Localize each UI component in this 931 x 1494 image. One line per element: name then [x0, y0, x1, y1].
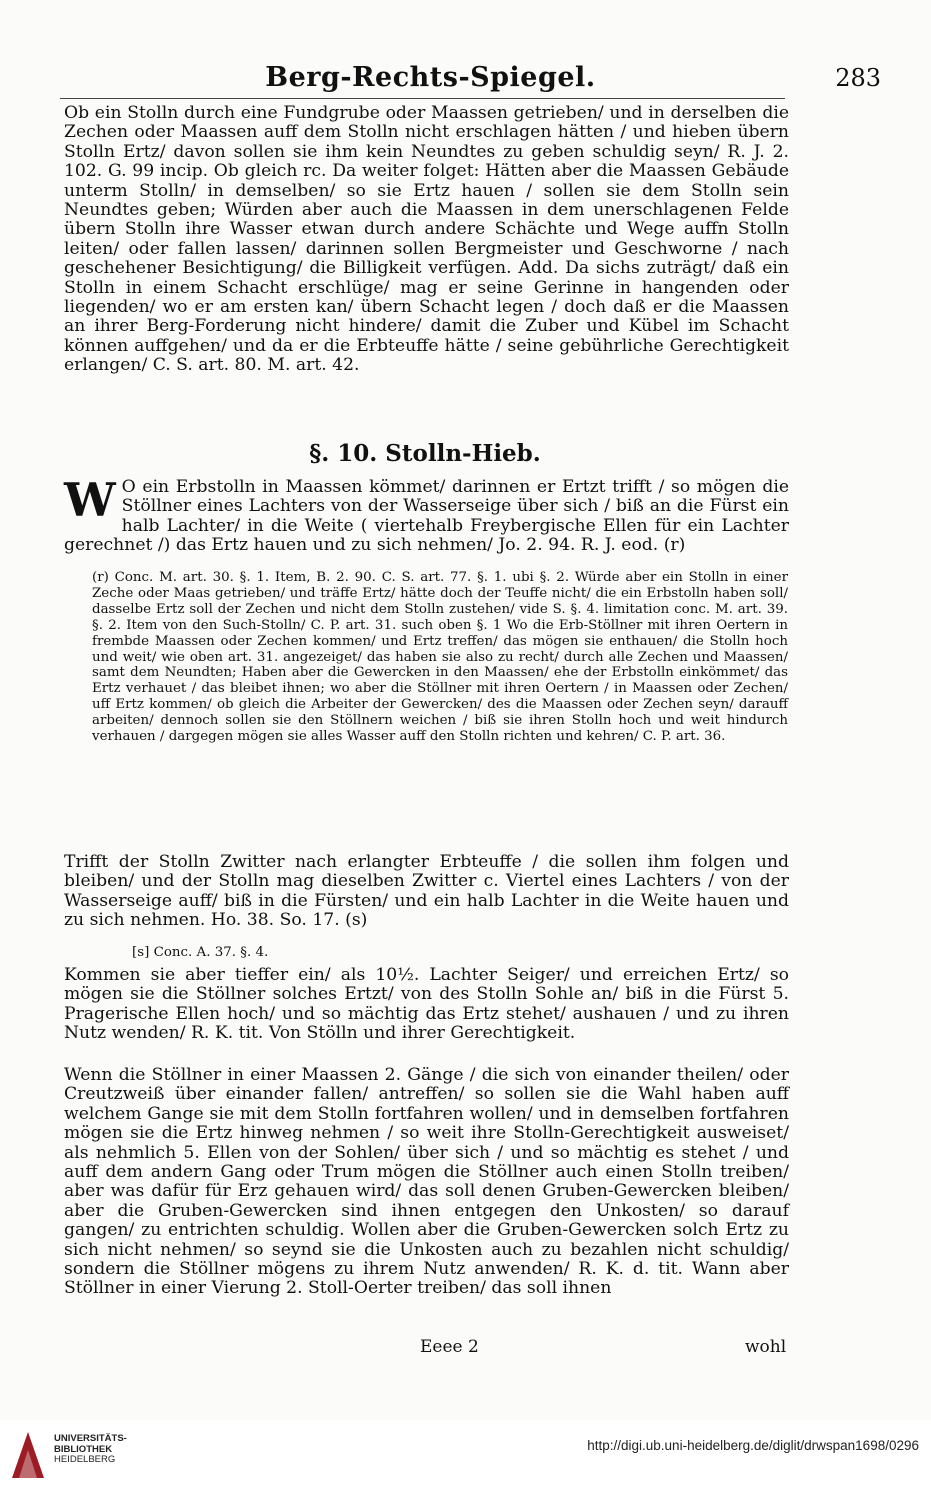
paragraph-1: Ob ein Stolln durch eine Fundgrube oder Maassen getrieben/ und in derselben die Zechen oder Maassen auff dem Stolln nicht erschlagen hätten / und hieben übern Stolln Ertz/ davon sollen sie ihm kein Neundtes zu geben schuldig seyn/ R. J. 2. 102. G. 99 incip. Ob gleich rc. Da weiter folget: Hätten aber die Maassen Gebäude unterm Stolln/ in demselben/ so sie Ertz hauen / sollen sie dem Stolln sein Neundtes geben; Würden aber auch die Maassen in dem unerschlagenen Felde übern Stolln ihre Wasser etwan durch andere Schächte und Wege auffn Stolln leiten/ oder fallen lassen/ darinnen sollen Bergmeister und Geschworne / nach geschehener Besichtigung/ die Billigkeit verfügen. Add. Da sichs zuträgt/ daß ein Stolln in einem Schacht erschlüge/ mag er seine Gerinne in hangenden oder liegenden/ wo er am ersten kan/ übern Schacht legen / doch daß er die Maassen an ihrer Berg-Forderung nicht hindere/ damit die Zuber und Kübel im Schacht können auffgehen/ und da er die Erbteuffe hätte / seine gebührliche Gerechtigkeit erlangen/ C. S. art. 80. M. art. 42.	[64, 103, 789, 376]
drop-cap: W	[64, 473, 116, 527]
library-line-2: BIBLIOTHEK	[54, 1443, 113, 1455]
source-url[interactable]: http://digi.ub.uni-heidelberg.de/diglit/drwspan1698/0296	[587, 1438, 919, 1453]
paragraph-2-text: O ein Erbstolln in Maassen kömmet/ darinnen er Ertzt trifft / so mögen die Stöllner eines Lachters von der Wasserseige über sich / biß an die Fürst ein halb Lachter/ in die Weite ( viertehalb Freybergische Ellen für ein Lachter gerechnet /) das Ertz hauen und zu sich nehmen/ Jo. 2. 94. R. J. eod. (r)	[64, 477, 789, 556]
footnote-s: [s] Conc. A. 37. §. 4.	[132, 945, 269, 960]
library-line-3: HEIDELBERG	[54, 1454, 116, 1465]
header-rule	[60, 98, 785, 99]
signature-mark: Eeee 2	[420, 1337, 479, 1357]
section-heading: §. 10. Stolln-Hieb.	[309, 440, 541, 467]
library-line-1: UNIVERSITÄTS-	[54, 1433, 127, 1444]
paragraph-6-text: Wann aber Stöllner in einer Vierung 2. Stoll-Oerter treiben/ das soll ihnen	[64, 1259, 789, 1299]
running-title: Berg-Rechts-Spiegel.	[265, 62, 596, 93]
library-name	[54, 1434, 127, 1466]
page-number: 283	[835, 64, 881, 92]
paragraph-5	[64, 1066, 789, 1299]
paragraph-4: Kommen sie aber tieffer ein/ als 10½. Lachter Seiger/ und erreichen Ertz/ so mögen sie die Stöllner solches Ertzt/ von des Stolln Sohle an/ biß in die Fürst 5. Pragerische Ellen hoch/ und so mächtig das Ertz stehet/ aushauen / und zu ihren Nutz wenden/ R. K. tit. Von Stölln und ihrer Gerechtigkeit.	[64, 965, 789, 1044]
paragraph-2	[64, 473, 789, 556]
paragraph-5-text: Wenn die Stöllner in einer Maassen 2. Gänge / die sich von einander theilen/ oder Creutzweiß über einander fallen/ antreffen/ so sollen sie die Wahl haben auff welchem Gange sie mit dem Stolln fortfahren wollen/ und in demselben fortfahren mögen sie die Ertz hinweg nehmen / so weit ihre Stolln-Gerechtigkeit ausweiset/ als nehmlich 5. Ellen von der Sohlen/ über sich / und so mächtig es stehet / und auff dem andern Gang oder Trum mögen die Stöllner auch einen Stolln treiben/ aber was dafür für Erz gehauen wird/ das soll denen Gruben-Gewercken bleiben/ aber die Gruben-Gewercken sind ihnen entgegen den Unkosten/ so darauf gangen/ zu entrichten schuldig. Wollen aber die Gruben-Gewercken solch Ertz zu sich nicht nehmen/ so seynd sie die Unkosten auch zu bezahlen nicht schuldig/ sondern die Stöllner mögens zu ihrem Nutz anwenden/ R. K. d. tit.	[64, 1065, 789, 1280]
viewer-footer	[0, 1420, 931, 1494]
catchword: wohl	[745, 1337, 787, 1357]
footnote-r: (r) Conc. M. art. 30. §. 1. Item, B. 2. 90. C. S. art. 77. §. 1. ubi §. 2. Würde aber ein Stolln in einer Zeche oder Maas getrieben/ und träffe Ertz/ hätte doch der Teuffe nicht/ die ein Erbstolln haben soll/ dasselbe Ertz soll der Zechen und nicht dem Stolln zustehen/ vide S. §. 4. limitation conc. M. art. 39. §. 2. Item von den Such-Stolln/ C. P. art. 31. such oben §. 1 Wo die Erb-Stöllner mit ihren Oertern in frembde Maassen oder Zechen kommen/ und Ertz treffen/ das mögen sie enthauen/ die Stolln hoch und weit/ wie oben art. 31. angezeiget/ das haben sie also zu recht/ durch alle Zechen und Maassen/ samt dem Neundten; Haben aber die Gewercken in den Maassen/ ehe der Erbstolln einkömmet/ das Ertz verhauet / das bleibet ihnen; wo aber die Stöllner mit ihren Oertern / in Maassen oder Zechen/ uff Ertz kommen/ ob gleich die Arbeiter der Gewercken/ des die Maassen oder Zechen seyn/ darauff arbeiten/ dennoch sollen sie den Stöllnern weichen / biß sie ihren Stolln hoch und weit hindurch verhauen / dargegen mögen sie alles Wasser auff den Stolln richten und kehren/ C. P. art. 36.	[92, 570, 788, 745]
university-seal-icon	[10, 1430, 46, 1480]
page-header	[60, 58, 881, 98]
paragraph-3: Trifft der Stolln Zwitter nach erlangter Erbteuffe / die sollen ihm folgen und bleiben/ und der Stolln mag dieselben Zwitter c. Viertel eines Lachters / von der Wasserseige auff/ biß in die Fürsten/ und ein halb Lachter in die Weite hauen und zu sich nehmen. Ho. 38. So. 17. (s)	[64, 852, 789, 931]
